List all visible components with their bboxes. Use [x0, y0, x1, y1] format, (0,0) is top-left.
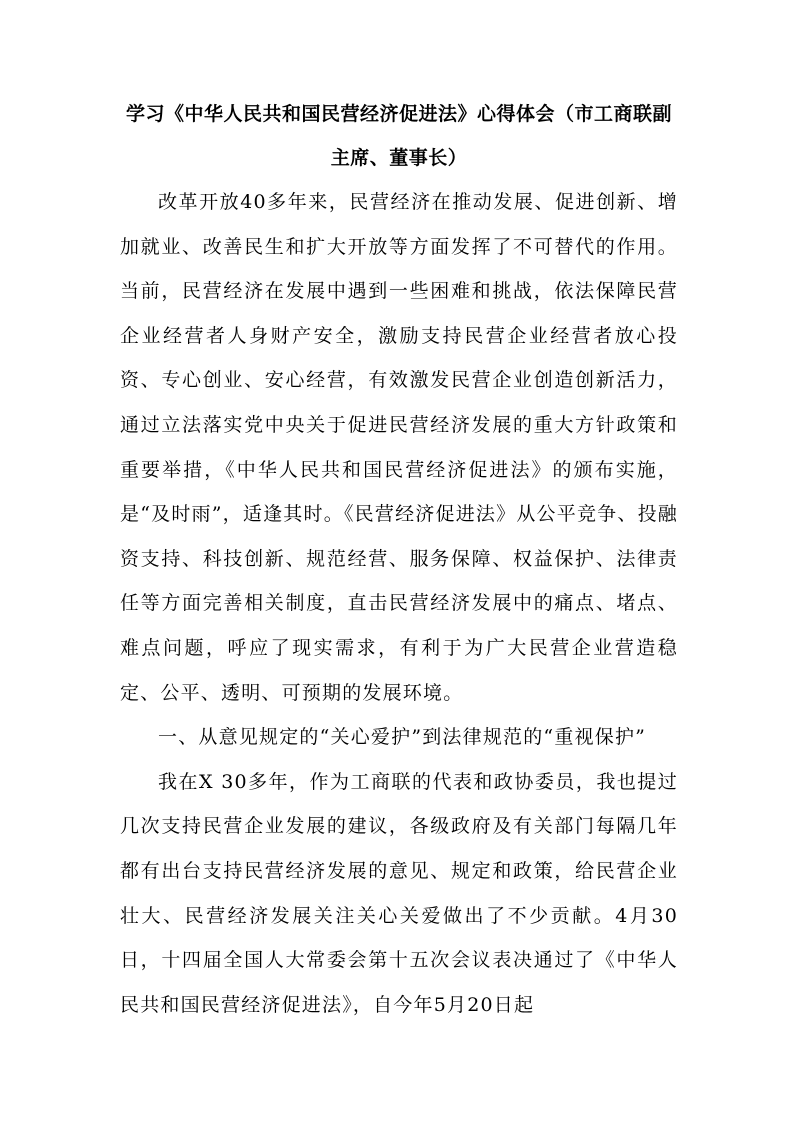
document-title: 学习《中华人民共和国民营经济促进法》心得体会（市工商联副主席、董事长） — [125, 103, 672, 169]
paragraph-section-1: 我在X 30多年，作为工商联的代表和政协委员，我也提过几次支持民营企业发展的建议，各级政府及有关部门每隔几年都有出台支持民营经济发展的意见、规定和政策，给民营企业壮大、民营经济发展关注关心关爱做出了不少贡献。4月30日，十四届全国人大常委会第十五次会议表决通过了《中华人民共和国民营经济促进法》，自今年5月20日起 — [120, 770, 678, 1016]
document-body — [120, 92, 678, 1027]
paragraph-intro: 改革开放40多年来，民营经济在推动发展、促进创新、增加就业、改善民生和扩大开放等方面发挥了不可替代的作用。当前，民营经济在发展中遇到一些困难和挑战，依法保障民营企业经营者人身财产安全，激励支持民营企业经营者放心投资、专心创业、安心经营，有效激发民营企业创造创新活力，通过立法落实党中央关于促进民营经济发展的重大方针政策和重要举措，《中华人民共和国民营经济促进法》的颁布实施，是“及时雨”，适逢其时。《民营经济促进法》从公平竞争、投融资支持、科技创新、规范经营、服务保障、权益保护、法律责任等方面完善相关制度，直击民营经济发展中的痛点、堵点、难点问题，呼应了现实需求，有利于为广大民营企业营造稳定、公平、透明、可预期的发展环境。 — [120, 191, 678, 704]
section-heading-1: 一、从意见规定的“关心爱护”到法律规范的“重视保护” — [158, 726, 647, 749]
